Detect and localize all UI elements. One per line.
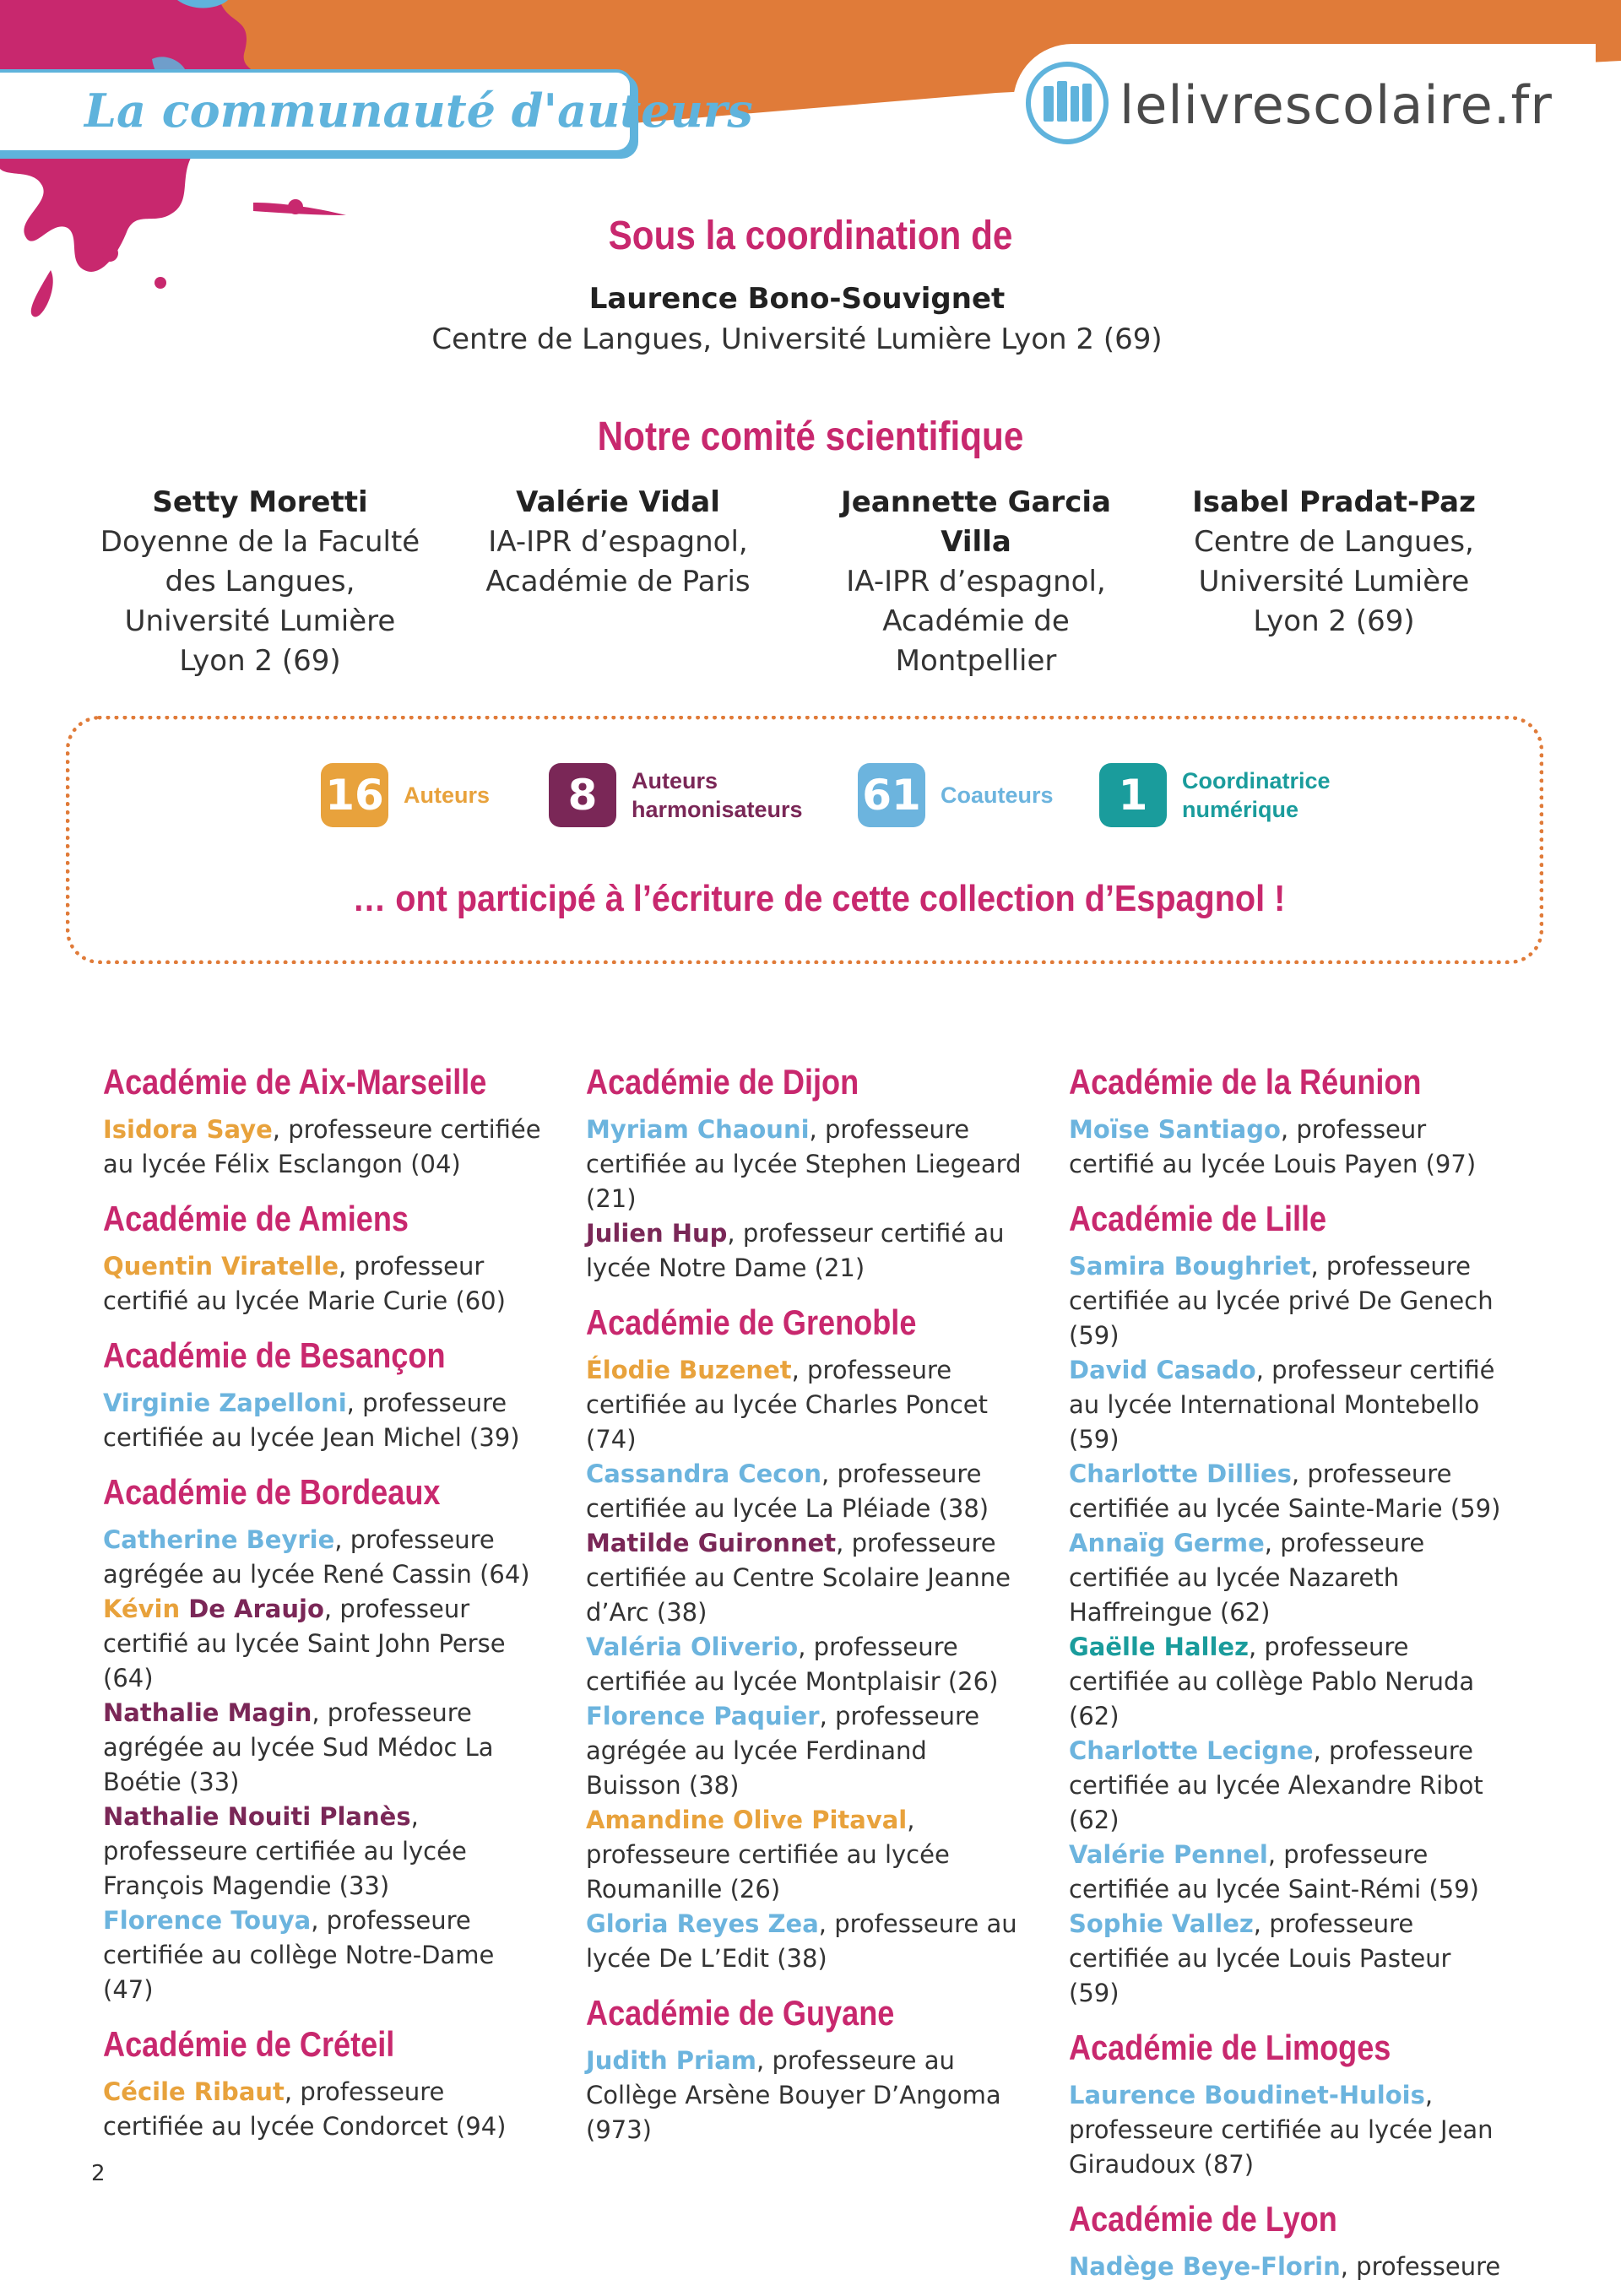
author-name: Cassandra Cecon: [586, 1459, 822, 1488]
stat-label: [941, 763, 1054, 827]
author-name: Élodie Buzenet: [586, 1356, 792, 1384]
author-role: , professeure agrégée au lycée Sud Médoc La Boétie (33): [103, 1698, 494, 1796]
author-role: , professeure agrégée au lycée Ferdinand Buisson (38): [586, 1702, 980, 1800]
author-role: , professeure certifiée au lycée Montplaisir (26): [586, 1633, 999, 1696]
committee-member-name: Jeannette Garcia Villa: [841, 485, 1111, 559]
author-entry: [103, 1523, 542, 1592]
committee-member: [1165, 483, 1503, 642]
academie-title: Académie de Besançon: [103, 1335, 446, 1375]
committee-member-affiliation: Université Lumière: [124, 604, 396, 638]
author-role: , professeur certifié au lycée Saint John Perse (64): [103, 1595, 506, 1692]
logo-text[interactable]: lelivrescolaire.fr: [1120, 74, 1553, 136]
stat-label-line: Coordinatrice: [1182, 768, 1331, 793]
coordination-title: Sous la coordination de: [608, 214, 1013, 258]
author-name: Charlotte Dillies: [1069, 1459, 1292, 1488]
author-name: De Araujo: [180, 1595, 324, 1623]
committee-member-affiliation: Montpellier: [895, 644, 1057, 678]
academie-section: [586, 1988, 1025, 2159]
stat-label: [1182, 763, 1331, 827]
author-role: , professeure certifiée au lycée Condorcet (94): [103, 2077, 507, 2141]
author-entry: [1069, 1838, 1508, 1907]
author-entry: [586, 1353, 1025, 1457]
academie-title: Académie de Grenoble: [586, 1302, 917, 1342]
author-name: Sophie Vallez: [1069, 1909, 1254, 1938]
committee-member-affiliation: des Langues,: [165, 565, 355, 598]
committee-member-affiliation: Université Lumière: [1198, 565, 1470, 598]
page-number: 2: [91, 2161, 106, 2186]
academie-section: [586, 1057, 1025, 1297]
authors-column: [103, 1057, 542, 2156]
authors-column: [1069, 1057, 1508, 2296]
tab-title: La communauté d'auteurs: [84, 84, 753, 138]
author-name: Amandine Olive Pitaval: [586, 1806, 908, 1834]
author-name: Nathalie Magin: [103, 1698, 312, 1727]
author-entry: [1069, 1907, 1508, 2011]
author-role: , professeure certifiée au collège Pablo Neruda (62): [1069, 1633, 1475, 1730]
author-entry: [103, 1903, 542, 2007]
academie-title: Académie de Bordeaux: [103, 1472, 441, 1512]
academie-title: Académie de Lyon: [1069, 2199, 1337, 2239]
academie-title: Académie de la Réunion: [1069, 1062, 1422, 1102]
author-entry: [1069, 1353, 1508, 1457]
author-name: Myriam Chaouni: [586, 1115, 810, 1144]
author-name: Judith Priam: [586, 2046, 757, 2075]
author-entry: [1069, 2078, 1508, 2182]
author-role: , professeure certifiée au lycée Jean Giraudoux (87): [1069, 2081, 1494, 2179]
academie-title: Académie de Aix-Marseille: [103, 1062, 487, 1102]
author-name: Gloria Reyes Zea: [586, 1909, 819, 1938]
author-name: Florence Paquier: [586, 1702, 820, 1730]
author-role: , professeure certifiée au lycée François Magendie (33): [103, 1802, 467, 1900]
committee-member-name: Setty Moretti: [152, 485, 368, 519]
author-role: , professeure certifiée au Centre Scolaire Jeanne d’Arc (38): [586, 1529, 1011, 1627]
academie-section: [103, 1194, 542, 1330]
stat-label-line: Auteurs: [632, 768, 718, 793]
author-role: , professeure agrégée au lycée René Cassin (64): [103, 1525, 530, 1589]
author-name: Valérie Pennel: [1069, 1840, 1268, 1869]
author-entry: [1069, 1734, 1508, 1838]
committee-member: [807, 483, 1145, 681]
author-entry: [1069, 1526, 1508, 1630]
author-entry: [586, 2044, 1025, 2147]
author-role: , professeure certifiée au lycée Sainte-Marie (59): [1069, 1459, 1501, 1523]
authors-column: [586, 1057, 1025, 2159]
committee-member: [449, 483, 787, 602]
author-role: , professeure au lycée De L’Edit (38): [586, 1909, 1017, 1973]
committee-member-affiliation: Centre de Langues,: [1194, 525, 1474, 559]
author-name: Samira Boughriet: [1069, 1252, 1311, 1281]
author-entry: [586, 1526, 1025, 1630]
author-entry: [586, 1457, 1025, 1526]
author-name: David Casado: [1069, 1356, 1256, 1384]
stat-label-line: Auteurs: [404, 782, 491, 808]
author-name: Virginie Zapelloni: [103, 1389, 347, 1417]
committee-member-affiliation: Lyon 2 (69): [179, 644, 341, 678]
coordinator-affiliation: Centre de Langues, Université Lumière Lyon 2 (69): [431, 322, 1163, 356]
author-entry: [103, 1696, 542, 1800]
author-entry: [1069, 1113, 1508, 1182]
author-name: Florence Touya: [103, 1906, 312, 1935]
author-role: , professeur certifié au lycée International Montebello (59): [1069, 1356, 1495, 1454]
author-entry: [586, 1803, 1025, 1907]
author-entry: [586, 1699, 1025, 1803]
books-logo-icon: [1025, 61, 1109, 145]
stat-label: [632, 763, 803, 827]
author-name: Valéria Oliverio: [586, 1633, 799, 1661]
academie-section: [1069, 1194, 1508, 2023]
author-role: , professeure certifiée au lycée Louis Pasteur (59): [1069, 1909, 1451, 2007]
stat-label: [404, 763, 490, 827]
author-role: , professeure certifiée au lycée Nazareth Haffreingue (62): [1069, 1529, 1425, 1627]
paint-splash: [0, 0, 388, 329]
author-entry: [586, 1907, 1025, 1976]
author-entry: [103, 1592, 542, 1696]
author-name: Charlotte Lecigne: [1069, 1736, 1314, 1765]
stat-number-badge: 1: [1099, 763, 1167, 827]
stat-number-badge: 8: [549, 763, 616, 827]
committee-member-affiliation: IA-IPR d’espagnol,: [488, 525, 748, 559]
author-role: , professeure certifiée au lycée Charles Poncet (74): [586, 1356, 989, 1454]
academie-section: [103, 2019, 542, 2156]
author-entry: [103, 1800, 542, 1903]
author-entry: [586, 1630, 1025, 1699]
author-name: Nathalie Nouiti Planès: [103, 1802, 411, 1831]
author-role: , professeur certifié au lycée Notre Dame (21): [586, 1219, 1005, 1282]
stat-number-badge: 16: [321, 763, 388, 827]
academie-title: Académie de Limoges: [1069, 2028, 1391, 2067]
coordinator-name: Laurence Bono-Souvignet: [588, 282, 1006, 316]
author-name: Catherine Beyrie: [103, 1525, 335, 1554]
author-name: Nadège Beye-Florin: [1069, 2252, 1341, 2281]
academie-section: [103, 1057, 542, 1194]
author-entry: [586, 1113, 1025, 1216]
author-entry: [103, 1386, 542, 1455]
author-entry: [103, 2075, 542, 2144]
committee-member-affiliation: Académie de Paris: [485, 565, 751, 598]
academie-section: [586, 1297, 1025, 1988]
committee-member-name: Isabel Pradat-Paz: [1192, 485, 1476, 519]
author-role: , professeure certifiée au lycée Stephen Liegeard (21): [586, 1115, 1022, 1213]
author-role: , professeure certifiée au lycée privé De Genech (59): [1069, 1252, 1494, 1350]
author-role: , professeure au Collège Arsène Bouyer D’Angoma (973): [586, 2046, 1001, 2144]
stat-label-line: harmonisateurs: [632, 797, 803, 822]
academie-title: Académie de Lille: [1069, 1199, 1327, 1238]
author-role: , professeure certifiée au collège Notre-Dame (47): [103, 1906, 495, 2004]
author-entry: [103, 1113, 542, 1182]
committee-member: [91, 483, 429, 681]
stats-sentence: … ont participé à l’écriture de cette collection d’Espagnol !: [352, 878, 1286, 919]
author-name: Annaïg Germe: [1069, 1529, 1265, 1557]
author-role: , professeure certifiée au lycée La Pléiade (38): [586, 1459, 989, 1523]
committee-title: Notre comité scientifique: [597, 414, 1024, 459]
academie-title: Académie de Dijon: [586, 1062, 859, 1102]
author-name: Kévin: [103, 1595, 181, 1623]
committee-member-affiliation: IA-IPR d’espagnol,: [846, 565, 1106, 598]
author-entry: [586, 1216, 1025, 1286]
author-entry: [1069, 1249, 1508, 1353]
author-role: , professeure certifiée au lycée Félix Esclangon (04): [103, 1115, 541, 1178]
author-name: Moïse Santiago: [1069, 1115, 1281, 1144]
author-role: , professeur certifié au lycée Marie Curie (60): [103, 1252, 506, 1315]
stat-label-line: Coauteurs: [941, 782, 1054, 808]
academie-section: [1069, 2023, 1508, 2194]
academie-section: [103, 1330, 542, 1467]
academie-title: Académie de Amiens: [103, 1199, 409, 1238]
author-role: , professeure: [1340, 2252, 1501, 2281]
author-entry: [1069, 1630, 1508, 1734]
academie-title: Académie de Guyane: [586, 1993, 895, 2033]
stats-box: [66, 716, 1543, 964]
committee-member-affiliation: Doyenne de la Faculté: [100, 525, 420, 559]
author-entry: [103, 1249, 542, 1319]
committee-member-name: Valérie Vidal: [516, 485, 720, 519]
author-entry: [1069, 1457, 1508, 1526]
author-name: Julien Hup: [586, 1219, 728, 1248]
author-name: Quentin Viratelle: [103, 1252, 339, 1281]
author-name: Matilde Guironnet: [586, 1529, 837, 1557]
author-role: , professeure certifiée au lycée Jean Michel (39): [103, 1389, 520, 1452]
author-name: Gaëlle Hallez: [1069, 1633, 1249, 1661]
academie-title: Académie de Créteil: [103, 2024, 395, 2064]
author-name: Cécile Ribaut: [103, 2077, 285, 2106]
author-role: , professeure certifiée au lycée Saint-Rémi (59): [1069, 1840, 1479, 1903]
academie-section: [1069, 1057, 1508, 1194]
stat-label-line: numérique: [1182, 797, 1299, 822]
author-role: , professeur certifié au lycée Louis Payen (97): [1069, 1115, 1477, 1178]
author-role: , professeure certifiée au lycée Roumanille (26): [586, 1806, 950, 1903]
committee-member-affiliation: Lyon 2 (69): [1253, 604, 1415, 638]
stat-number-badge: 61: [858, 763, 925, 827]
academie-section: [103, 1467, 542, 2019]
academie-section: [1069, 2194, 1508, 2296]
author-entry: [1069, 2250, 1508, 2284]
author-name: Laurence Boudinet-Hulois: [1069, 2081, 1425, 2109]
committee-member-affiliation: Académie de: [882, 604, 1070, 638]
author-role: , professeure certifiée au lycée Alexandre Ribot (62): [1069, 1736, 1483, 1834]
author-name: Isidora Saye: [103, 1115, 273, 1144]
